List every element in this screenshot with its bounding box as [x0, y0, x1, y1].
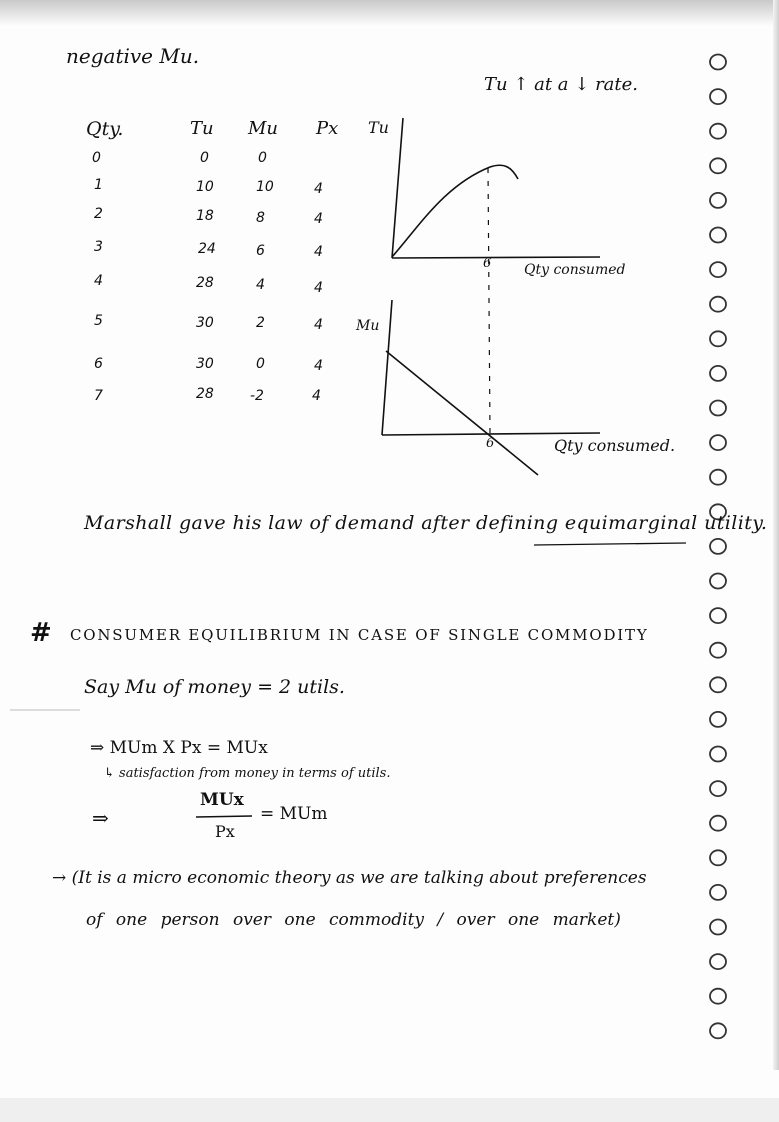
mu-axis-label: Mu [356, 318, 380, 334]
cell-mu: 0 [256, 356, 265, 372]
remark-line-2: of one person over one commodity / over one market) [86, 910, 621, 930]
cell-tu: 28 [196, 386, 214, 402]
cell-px: 4 [314, 317, 323, 333]
top-left-note: negative Mu. [66, 44, 200, 68]
cell-px: 4 [314, 244, 323, 260]
equation-2-rhs: = MUm [260, 804, 328, 824]
cell-tu: 28 [196, 275, 214, 291]
cell-mu: 10 [256, 179, 274, 195]
cell-px: 4 [314, 181, 323, 197]
cell-qty: 5 [94, 313, 103, 329]
cell-mu: -2 [250, 388, 264, 404]
cell-tu: 0 [200, 150, 209, 166]
table-header-mu: Mu [248, 118, 279, 139]
cell-px: 4 [312, 388, 321, 404]
equation-2-numerator: MUx [200, 790, 244, 810]
tu-x-label: Qty consumed [524, 262, 626, 278]
mu-tick-label: 6 [486, 436, 495, 451]
cell-qty: 7 [94, 388, 103, 404]
remark-line-1: → (It is a micro economic theory as we are talking about preferences [52, 868, 647, 888]
cell-tu: 24 [198, 241, 216, 257]
cell-mu: 0 [258, 150, 267, 166]
equation-1: ⇒ MUm X Px = MUx [90, 738, 268, 758]
cell-tu: 30 [196, 315, 214, 331]
tu-tick-label: 6 [483, 256, 492, 271]
equation-2-denominator: Px [215, 822, 235, 841]
cell-qty: 4 [94, 273, 103, 289]
cell-qty: 0 [92, 150, 101, 166]
cell-mu: 2 [256, 315, 265, 331]
mu-x-label: Qty consumed. [554, 436, 676, 455]
cell-tu: 10 [196, 179, 214, 195]
cell-tu: 30 [196, 356, 214, 372]
equation-2-arrow: ⇒ [92, 806, 109, 830]
cell-tu: 18 [196, 208, 214, 224]
table-header-tu: Tu [190, 118, 214, 139]
cell-qty: 6 [94, 356, 103, 372]
table-header-qty: Qty. [86, 118, 124, 140]
cell-px: 4 [314, 358, 323, 374]
cell-qty: 2 [94, 206, 103, 222]
top-right-note: Tu ↑ at a ↓ rate. [484, 74, 639, 95]
section-heading: CONSUMER EQUILIBRIUM IN CASE OF SINGLE COMMODITY [70, 626, 649, 644]
say-line: Say Mu of money = 2 utils. [84, 676, 345, 698]
cell-mu: 4 [256, 277, 265, 293]
marshall-note: Marshall gave his law of demand after defining equimarginal utility. [84, 512, 768, 534]
cell-mu: 6 [256, 243, 265, 259]
equation-1-note: ↳ satisfaction from money in terms of utils. [104, 766, 391, 781]
cell-px: 4 [314, 280, 323, 296]
cell-qty: 3 [94, 239, 103, 255]
cell-mu: 8 [256, 210, 265, 226]
table-header-px: Px [316, 118, 339, 139]
tu-axis-label: Tu [368, 118, 389, 137]
heading-hash-icon: # [30, 618, 52, 648]
cell-px: 4 [314, 211, 323, 227]
cell-qty: 1 [94, 177, 103, 193]
